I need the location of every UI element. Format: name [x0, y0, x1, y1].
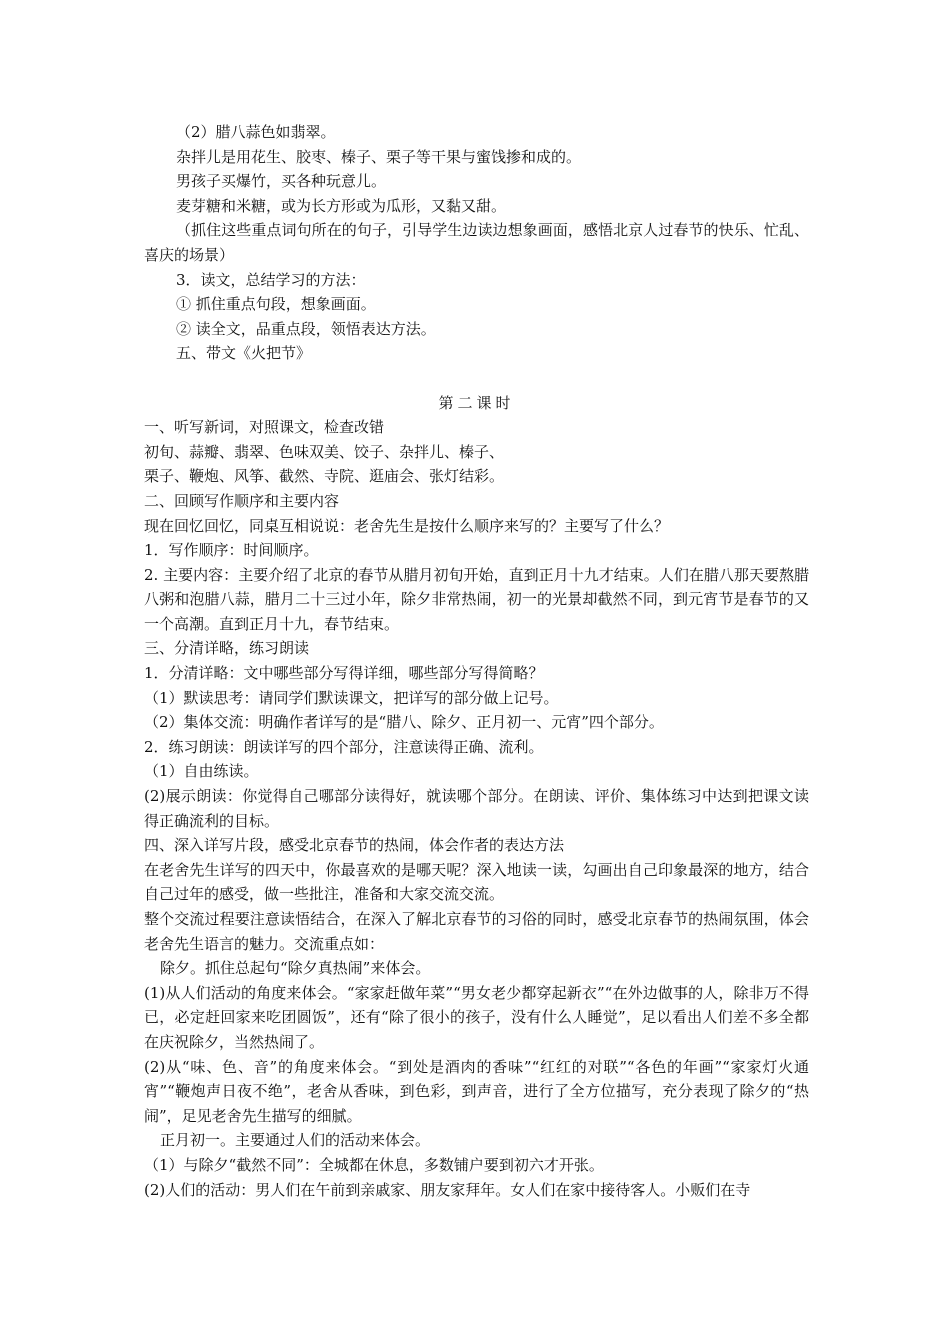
text-line: 1．写作顺序：时间顺序。	[144, 541, 319, 560]
section-heading: 五、带文《火把节》	[176, 344, 312, 363]
list-item: ② 读全文，品重点段，领悟表达方法。	[176, 319, 436, 338]
text-line: (2)人们的活动：男人们在午前到亲戚家、朋友家拜年。女人们在家中接待客人。小贩们在寺	[144, 1180, 751, 1199]
text-line: 3．读文，总结学习的方法：	[176, 270, 366, 289]
text-line: （1）默读思考：请同学们默读课文，把详写的部分做上记号。	[144, 688, 559, 707]
paragraph: (2)展示朗读：你觉得自己哪部分读得好，就读哪个部分。在朗读、评价、集体练习中达到把课文读得正确流利的目标。	[144, 787, 809, 830]
text-line: 正月初一。主要通过人们的活动来体会。	[160, 1131, 431, 1150]
text-line: 杂拌儿是用花生、胶枣、榛子、栗子等干果与蜜饯掺和成的。	[176, 147, 582, 166]
paragraph: (1)从人们活动的角度来体会。“家家赶做年菜”“男女老少都穿起新衣”“在外边做事的人，除非万不得已，必定赶回家来吃团圆饭”，还有“除了很小的孩子，没有什么人睡觉”，足以看出人们差不多全都在庆祝除夕，当然热闹了。	[144, 983, 809, 1051]
text-line: 男孩子买爆竹，买各种玩意儿。	[176, 172, 387, 191]
spacer	[144, 366, 809, 391]
lesson-title: 第二课时	[438, 393, 515, 412]
section-heading: 二、回顾写作顺序和主要内容	[144, 491, 340, 510]
paragraph: 在老舍先生详写的四天中，你最喜欢的是哪天呢？深入地读一读，勾画出自己印象最深的地方，结合自己过年的感受，做一些批注，准备和大家交流交流。	[144, 860, 809, 904]
paragraph: (2)从“味、色、音”的角度来体会。“到处是酒肉的香味”“红红的对联”“各色的年画”“家家灯火通宵”“鞭炮声日夜不绝”，老舍从香味，到色彩，到声音，进行了全方位描写，充分表现了除夕的“热闹”，足见老舍先生描写的细腻。	[144, 1057, 809, 1125]
text-line: （1）自由练读。	[144, 762, 259, 781]
document-page	[144, 120, 809, 1202]
text-line: 1．分清详略：文中哪些部分写得详细，哪些部分写得简略？	[144, 664, 544, 683]
text-line: （1）与除夕“截然不同”：全城都在休息，多数铺户要到初六才开张。	[144, 1155, 604, 1174]
text-line: （2）集体交流：明确作者详写的是“腊八、除夕、正月初一、元宵”四个部分。	[144, 713, 664, 732]
text-line: 麦芽糖和米糖，或为长方形或为瓜形，又黏又甜。	[176, 196, 507, 215]
vocab-line: 栗子、鞭炮、风筝、截然、寺院、逛庙会、张灯结彩。	[144, 467, 505, 486]
text-line: （2）腊八蒜色如翡翠。	[176, 123, 336, 141]
section-heading: 三、分清详略，练习朗读	[144, 639, 310, 658]
list-item: ① 抓住重点句段，想象画面。	[176, 295, 376, 314]
paragraph: 整个交流过程要注意读悟结合，在深入了解北京春节的习俗的同时，感受北京春节的热闹氛围，体会老舍先生语言的魅力。交流重点如：	[144, 910, 809, 953]
section-heading: 一、听写新词，对照课文，检查改错	[144, 418, 385, 437]
text-line: 2．练习朗读：朗读详写的四个部分，注意读得正确、流利。	[144, 737, 544, 756]
teaching-note: （抓住这些重点词句所在的句子，引导学生边读边想象画面，感悟北京人过春节的快乐、忙乱、喜庆的场景）	[144, 221, 809, 264]
vocab-line: 初旬、蒜瓣、翡翠、色味双美、饺子、杂拌儿、榛子、	[144, 442, 505, 461]
text-line: 除夕。抓住总起句“除夕真热闹”来体会。	[160, 959, 431, 978]
text-line: 现在回忆回忆，同桌互相说说：老舍先生是按什么顺序来写的？主要写了什么？	[144, 516, 670, 535]
paragraph: 2. 主要内容：主要介绍了北京的春节从腊月初旬开始，直到正月十九才结束。人们在腊八那天要熬腊八粥和泡腊八蒜，腊月二十三过小年，除夕非常热闹，初一的光景却截然不同，到元宵节是春节的又一个高潮。直到正月十九，春节结束。	[144, 565, 809, 633]
section-heading: 四、深入详写片段，感受北京春节的热闹，体会作者的表达方法	[144, 836, 565, 855]
